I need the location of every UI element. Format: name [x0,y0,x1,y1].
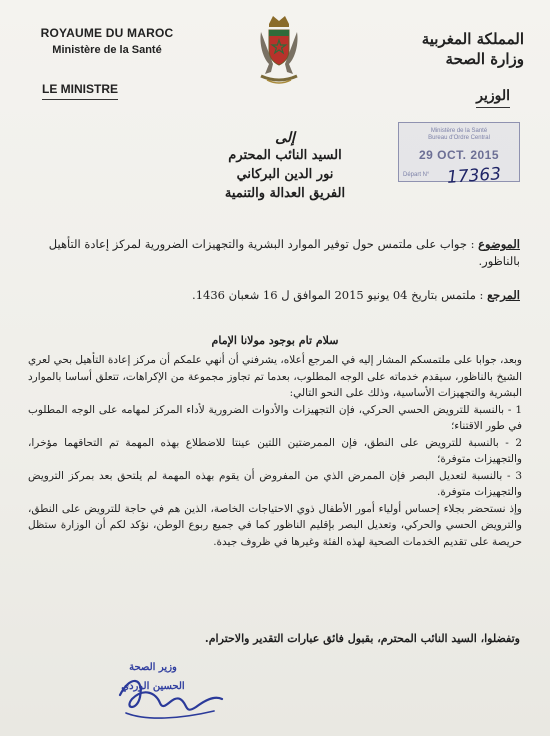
subject-label: الموضوع [478,237,520,251]
fr-kingdom: ROYAUME DU MAROC [40,26,174,40]
reference-label: المرجع [487,288,520,302]
reference-number: 17363 [446,164,502,188]
stamp-header [399,128,519,142]
arabic-header [374,30,524,68]
stamp-date: 29 OCT. 2015 [418,148,500,162]
ar-minister-label: الوزير [476,88,510,104]
addressee-to: إلى [275,130,295,146]
letter-body [28,352,522,550]
fr-minister-title [42,82,118,100]
signer-name: الحسين الوردي [121,681,185,692]
body-item-3: 3 - بالنسبة لتعديل البصر فإن الممرض الذي من المفروض أن يقوم بهذه المهمة لم يلتحق بعد بمركز الترويض والتجهيزات متوفرة. [28,469,522,498]
stamp-header-line1: Ministère de la Santé [430,128,488,134]
fr-ministry: Ministère de la Santé [52,44,162,56]
ar-minister-title [476,88,510,108]
body-item-2: 2 - بالنسبة للترويض على النطق، فإن الممرضتين اللتين عينتا للاضطلاع بهذه المهمة تم التحاقهما مؤخرا، والتجهيزات متوفرة؛ [28,436,522,465]
ar-ministry: وزارة الصحة [445,50,524,68]
addressee-block [180,130,390,203]
subject-text: : جواب على ملتمس حول توفير الموارد البشرية والتجهيزات الضرورية لمركز إعادة التأهيل بالناظور. [48,237,520,268]
addressee-line2: نور الدين البركاني [236,167,334,182]
addressee-line1: السيد النائب المحترم [228,148,342,163]
signer-title: وزير الصحة [129,662,177,673]
reference-line [30,288,520,302]
fr-minister-underline [42,99,118,100]
addressee-line3: الفريق العدالة والتنمية [224,186,346,201]
ar-kingdom: المملكة المغربية [421,30,524,48]
ar-minister-underline [476,107,510,108]
reference-text: : ملتمس بتاريخ 04 يونيو 2015 الموافق ل 16 شعبان 1436. [192,288,484,302]
french-header [22,26,192,56]
body-intro: وبعد، جوابا على ملتمسكم المشار إليه في المرجع أعلاه، يشرفني أن أنهي علمكم أن مركز إعادة التأهيل بحي لعري الشيخ بالناظور، سيقدم خدماته على الوجه المطلوب، بعدما تم تجاوز مجموعة من الإكراهات، تتعلق أساسا بالموارد البشرية والتجهيزات الأساسية، وذلك على النحو التالي: [28,354,522,399]
body-item-1: 1 - بالنسبة للترويض الحسي الحركي، فإن التجهيزات والأدوات الضرورية لأداء المركز لمهامه على الوجه المطلوب في طور الاقتناء؛ [28,403,522,432]
moroccan-coat-of-arms-icon [255,14,303,88]
handwritten-signature-icon [110,665,230,730]
stamp-label: Départ N° [403,172,430,178]
subject-line [30,236,520,270]
fr-minister-label: LE MINISTRE [42,82,119,96]
closing-formula: وتفضلوا، السيد النائب المحترم، بقبول فائق عبارات التقدير والاحترام. [204,632,520,645]
greeting: سلام تام بوجود مولانا الإمام [211,334,339,347]
stamp-header-line2: Bureau d'Ordre Central [428,135,490,141]
body-conclusion: وإذ نستحضر بجلاء إحساس أولياء أمور الأطفال ذوي الاحتياجات الخاصة، الذين هم في حاجة للترويض على النطق، والترويض الحسي والحركي، وتعديل البصر بإقليم الناظور كما في جميع ربوع الوطن، نؤكد لكم أن الوزارة ستظل حريصة على تقديم الخدمات الصحية لهذه الفئة وغيرها في ظروف جيدة. [28,502,522,548]
